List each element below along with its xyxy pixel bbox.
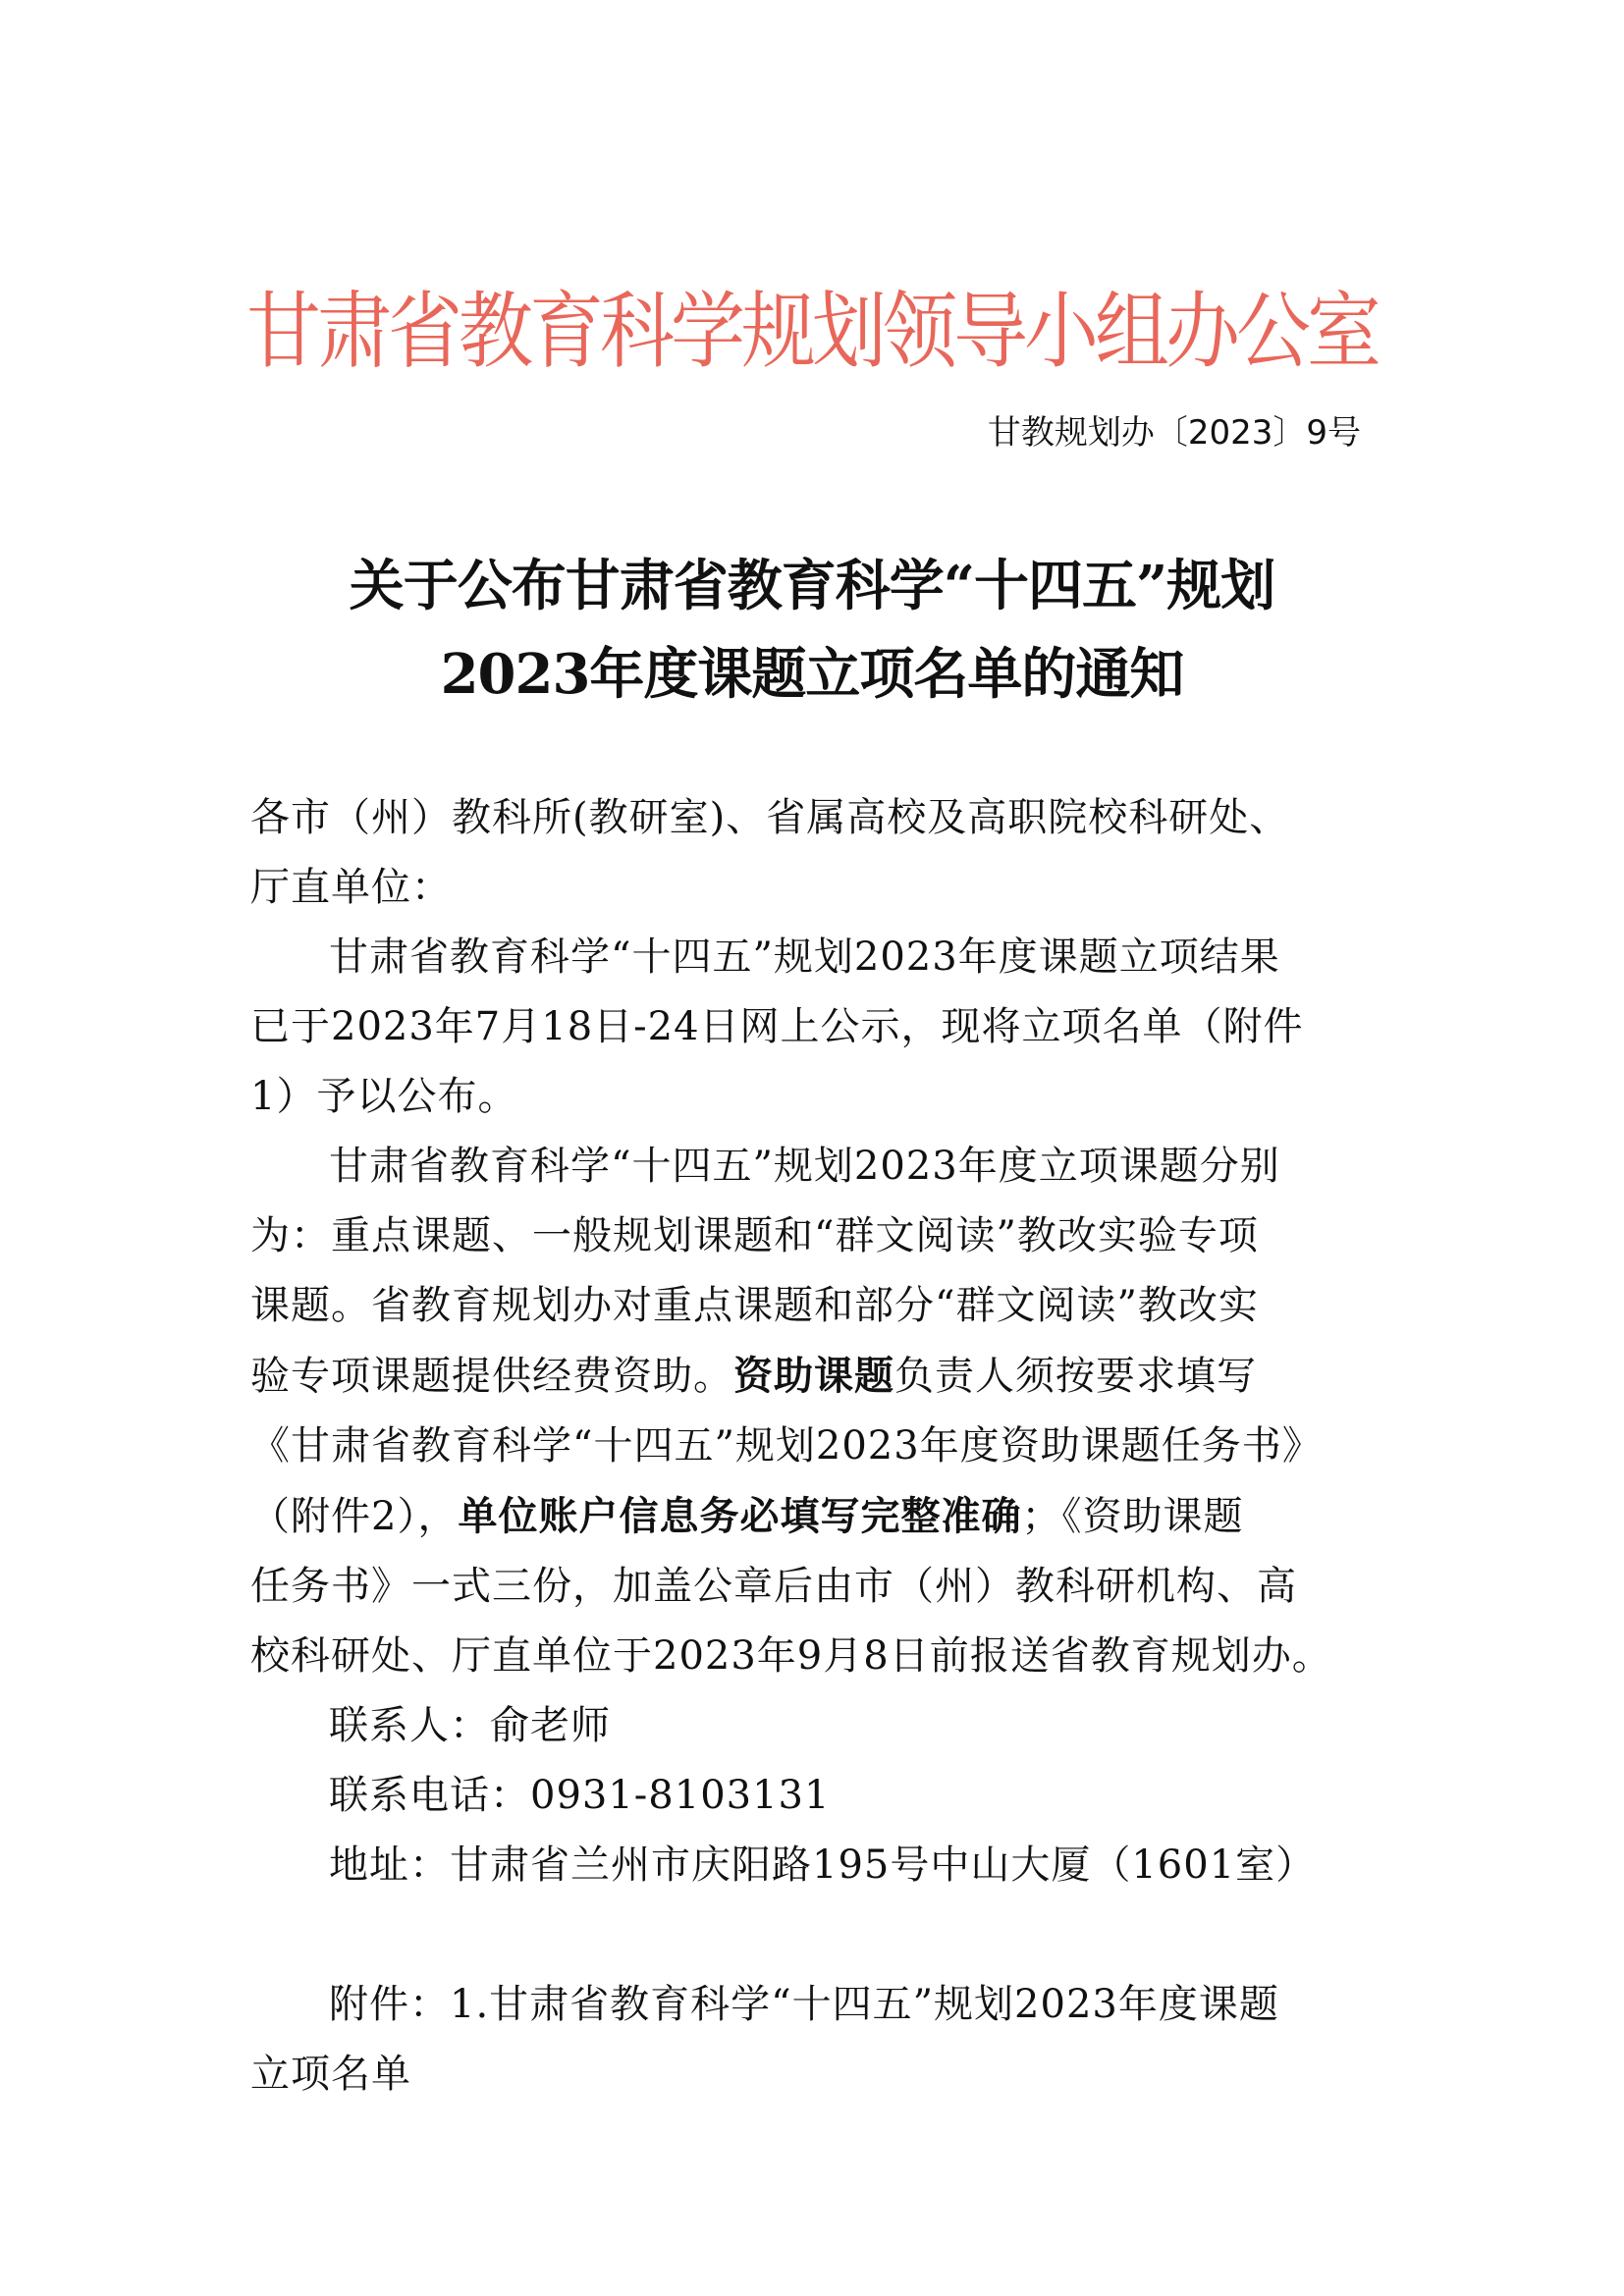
paragraph-2-line-4 — [250, 1341, 1381, 1412]
paragraph-2-line-5: 《甘肃省教育科学“十四五”规划2023年度资助课题任务书》 — [250, 1423, 1323, 1468]
paragraph-2-line-6 — [250, 1481, 1381, 1552]
contact-phone: 联系电话：0931-8103131 — [329, 1773, 831, 1818]
document-body — [250, 783, 1381, 2109]
attachment-line-2: 立项名单 — [250, 2052, 411, 2097]
title-line-2: 2023年度课题立项名单的通知 — [440, 642, 1184, 707]
contact-person: 联系人：俞老师 — [329, 1703, 611, 1748]
paragraph-2-line-4-pre: 验专项课题提供经费资助。 — [250, 1354, 733, 1399]
contact-address: 地址：甘肃省兰州市庆阳路195号中山大厦（1601室） — [329, 1842, 1317, 1888]
paragraph-1-line-2: 已于2023年7月18日-24日网上公示，现将立项名单（附件 — [250, 1004, 1304, 1049]
contact-info — [250, 1691, 1381, 1900]
account-info-emphasis: 单位账户信息务必填写完整准确 — [458, 1493, 1022, 1539]
paragraph-2-line-6-post: ；《资助课题 — [1021, 1494, 1244, 1539]
title-line-1: 关于公布甘肃省教育科学“十四五”规划 — [349, 554, 1275, 618]
paragraph-publication — [250, 923, 1381, 1132]
issuer-header: 甘肃省教育科学规划领导小组办公室 — [246, 282, 1378, 381]
paragraph-1-line-1: 甘肃省教育科学“十四五”规划2023年度课题立项结果 — [329, 934, 1280, 980]
document-number: 甘教规划办〔2023〕9号 — [987, 413, 1361, 453]
paragraph-2-line-1: 甘肃省教育科学“十四五”规划2023年度立项课题分别 — [329, 1144, 1280, 1189]
salutation-line-1: 各市（州）教科所(教研室)、省属高校及高职院校科研处、 — [250, 795, 1290, 840]
attachment-list — [250, 1970, 1381, 2109]
attachment-line-1: 附件：1.甘肃省教育科学“十四五”规划2023年度课题 — [329, 1982, 1279, 2027]
salutation-line-2: 厅直单位： — [250, 865, 452, 910]
paragraph-2-line-2: 为：重点课题、一般规划课题和“群文阅读”教改实验专项 — [250, 1213, 1259, 1258]
paragraph-2-line-3: 课题。省教育规划办对重点课题和部分“群文阅读”教改实 — [250, 1283, 1259, 1328]
paragraph-2-line-4-post: 负责人须按要求填写 — [894, 1354, 1257, 1399]
document-title — [0, 542, 1624, 719]
paragraph-2-line-7: 任务书》一式三份，加盖公章后由市（州）教科研机构、高 — [250, 1564, 1297, 1609]
paragraph-funding — [250, 1132, 1381, 1691]
paragraph-2-line-8: 校科研处、厅直单位于2023年9月8日前报送省教育规划办。 — [250, 1633, 1332, 1679]
salutation — [250, 783, 1381, 923]
spacer — [250, 1900, 1381, 1970]
paragraph-2-line-6-pre: （附件2）， — [250, 1494, 459, 1539]
paragraph-1-line-3: 1）予以公布。 — [250, 1074, 518, 1119]
funded-project-emphasis: 资助课题 — [733, 1353, 894, 1399]
